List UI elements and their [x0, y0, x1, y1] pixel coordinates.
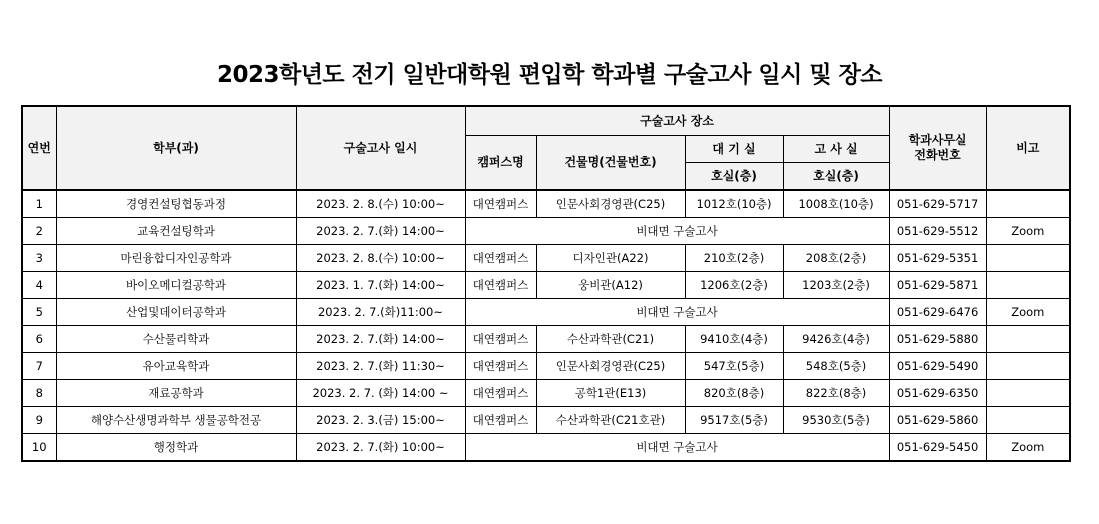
table-row [22, 218, 1070, 245]
header-dept: 학부(과) [56, 106, 296, 190]
cell-building: 디자인관(A22) [536, 245, 685, 272]
cell-campus: 대연캠퍼스 [465, 190, 536, 218]
cell-note: Zoom [986, 218, 1070, 245]
cell-exam-room: 548호(5층) [783, 353, 889, 380]
cell-no: 8 [22, 380, 56, 407]
cell-phone: 051-629-5512 [889, 218, 986, 245]
header-exam-room: 고 사 실 [783, 136, 889, 163]
cell-note: Zoom [986, 299, 1070, 326]
cell-dept: 유아교육학과 [56, 353, 296, 380]
cell-waiting-room: 9517호(5층) [685, 407, 783, 434]
cell-datetime: 2023. 2. 7.(화) 10:00~ [296, 434, 465, 462]
header-waiting-room: 대 기 실 [685, 136, 783, 163]
header-no: 연번 [22, 106, 56, 190]
table-row [22, 272, 1070, 299]
cell-campus: 대연캠퍼스 [465, 245, 536, 272]
cell-exam-room: 822호(8층) [783, 380, 889, 407]
cell-waiting-room: 9410호(4층) [685, 326, 783, 353]
cell-exam-room: 9530호(5층) [783, 407, 889, 434]
header-room-floor: 호실(층) [783, 163, 889, 191]
cell-building: 수산과학관(C21) [536, 326, 685, 353]
cell-dept: 수산물리학과 [56, 326, 296, 353]
cell-datetime: 2023. 2. 8.(수) 10:00~ [296, 190, 465, 218]
cell-dept: 행정학과 [56, 434, 296, 462]
cell-dept: 재료공학과 [56, 380, 296, 407]
cell-datetime: 2023. 2. 7.(화) 14:00~ [296, 326, 465, 353]
cell-campus: 대연캠퍼스 [465, 380, 536, 407]
cell-note [986, 407, 1070, 434]
cell-phone: 051-629-6476 [889, 299, 986, 326]
table-row [22, 434, 1070, 462]
table-row [22, 190, 1070, 218]
cell-building: 인문사회경영관(C25) [536, 190, 685, 218]
cell-datetime: 2023. 1. 7.(화) 14:00~ [296, 272, 465, 299]
table-row [22, 380, 1070, 407]
cell-waiting-room: 1012호(10층) [685, 190, 783, 218]
cell-exam-room: 208호(2층) [783, 245, 889, 272]
cell-campus: 대연캠퍼스 [465, 407, 536, 434]
cell-datetime: 2023. 2. 7.(화)11:00~ [296, 299, 465, 326]
cell-waiting-room: 547호(5층) [685, 353, 783, 380]
cell-building: 공학1관(E13) [536, 380, 685, 407]
cell-no: 1 [22, 190, 56, 218]
cell-building: 수산과학관(C21호관) [536, 407, 685, 434]
cell-campus: 대연캠퍼스 [465, 272, 536, 299]
cell-dept: 해양수산생명과학부 생물공학전공 [56, 407, 296, 434]
cell-nonface-exam: 비대면 구술고사 [465, 434, 889, 462]
cell-note [986, 245, 1070, 272]
table-row [22, 353, 1070, 380]
table-row [22, 245, 1070, 272]
cell-waiting-room: 820호(8층) [685, 380, 783, 407]
cell-dept: 바이오메디컬공학과 [56, 272, 296, 299]
page-title: 2023학년도 전기 일반대학원 편입학 학과별 구술고사 일시 및 장소 [216, 62, 883, 88]
cell-waiting-room: 1206호(2층) [685, 272, 783, 299]
cell-note [986, 272, 1070, 299]
cell-no: 7 [22, 353, 56, 380]
table-body [22, 190, 1070, 461]
table-row [22, 326, 1070, 353]
cell-datetime: 2023. 2. 7. (화) 14:00 ~ [296, 380, 465, 407]
cell-datetime: 2023. 2. 7.(화) 11:30~ [296, 353, 465, 380]
cell-no: 5 [22, 299, 56, 326]
cell-no: 2 [22, 218, 56, 245]
cell-phone: 051-629-5351 [889, 245, 986, 272]
cell-phone: 051-629-5860 [889, 407, 986, 434]
table-row [22, 299, 1070, 326]
cell-dept: 산업및데이터공학과 [56, 299, 296, 326]
cell-no: 6 [22, 326, 56, 353]
header-place: 구술고사 장소 [465, 106, 889, 136]
cell-campus: 대연캠퍼스 [465, 353, 536, 380]
cell-dept: 경영컨설팅협동과정 [56, 190, 296, 218]
cell-phone: 051-629-5871 [889, 272, 986, 299]
cell-datetime: 2023. 2. 7.(화) 14:00~ [296, 218, 465, 245]
cell-datetime: 2023. 2. 8.(수) 10:00~ [296, 245, 465, 272]
cell-note [986, 353, 1070, 380]
cell-dept: 교육컨설팅학과 [56, 218, 296, 245]
cell-phone: 051-629-5490 [889, 353, 986, 380]
cell-no: 4 [22, 272, 56, 299]
cell-no: 10 [22, 434, 56, 462]
header-room-floor: 호실(층) [685, 163, 783, 191]
table-header [22, 106, 1070, 190]
cell-building: 인문사회경영관(C25) [536, 353, 685, 380]
header-office-phone: 학과사무실 전화번호 [889, 106, 986, 190]
header-datetime: 구술고사 일시 [296, 106, 465, 190]
cell-nonface-exam: 비대면 구술고사 [465, 299, 889, 326]
cell-exam-room: 1203호(2층) [783, 272, 889, 299]
cell-phone: 051-629-6350 [889, 380, 986, 407]
header-note: 비고 [986, 106, 1070, 190]
cell-datetime: 2023. 2. 3.(금) 15:00~ [296, 407, 465, 434]
cell-exam-room: 1008호(10층) [783, 190, 889, 218]
cell-note [986, 380, 1070, 407]
table-row [22, 407, 1070, 434]
cell-note [986, 190, 1070, 218]
exam-schedule-table [21, 105, 1071, 462]
cell-no: 3 [22, 245, 56, 272]
cell-exam-room: 9426호(4층) [783, 326, 889, 353]
cell-campus: 대연캠퍼스 [465, 326, 536, 353]
cell-dept: 마린융합디자인공학과 [56, 245, 296, 272]
cell-phone: 051-629-5450 [889, 434, 986, 462]
cell-waiting-room: 210호(2층) [685, 245, 783, 272]
cell-note: Zoom [986, 434, 1070, 462]
cell-nonface-exam: 비대면 구술고사 [465, 218, 889, 245]
header-building: 건물명(건물번호) [536, 136, 685, 191]
cell-no: 9 [22, 407, 56, 434]
cell-building: 웅비관(A12) [536, 272, 685, 299]
cell-note [986, 326, 1070, 353]
cell-phone: 051-629-5717 [889, 190, 986, 218]
header-campus: 캠퍼스명 [465, 136, 536, 191]
cell-phone: 051-629-5880 [889, 326, 986, 353]
